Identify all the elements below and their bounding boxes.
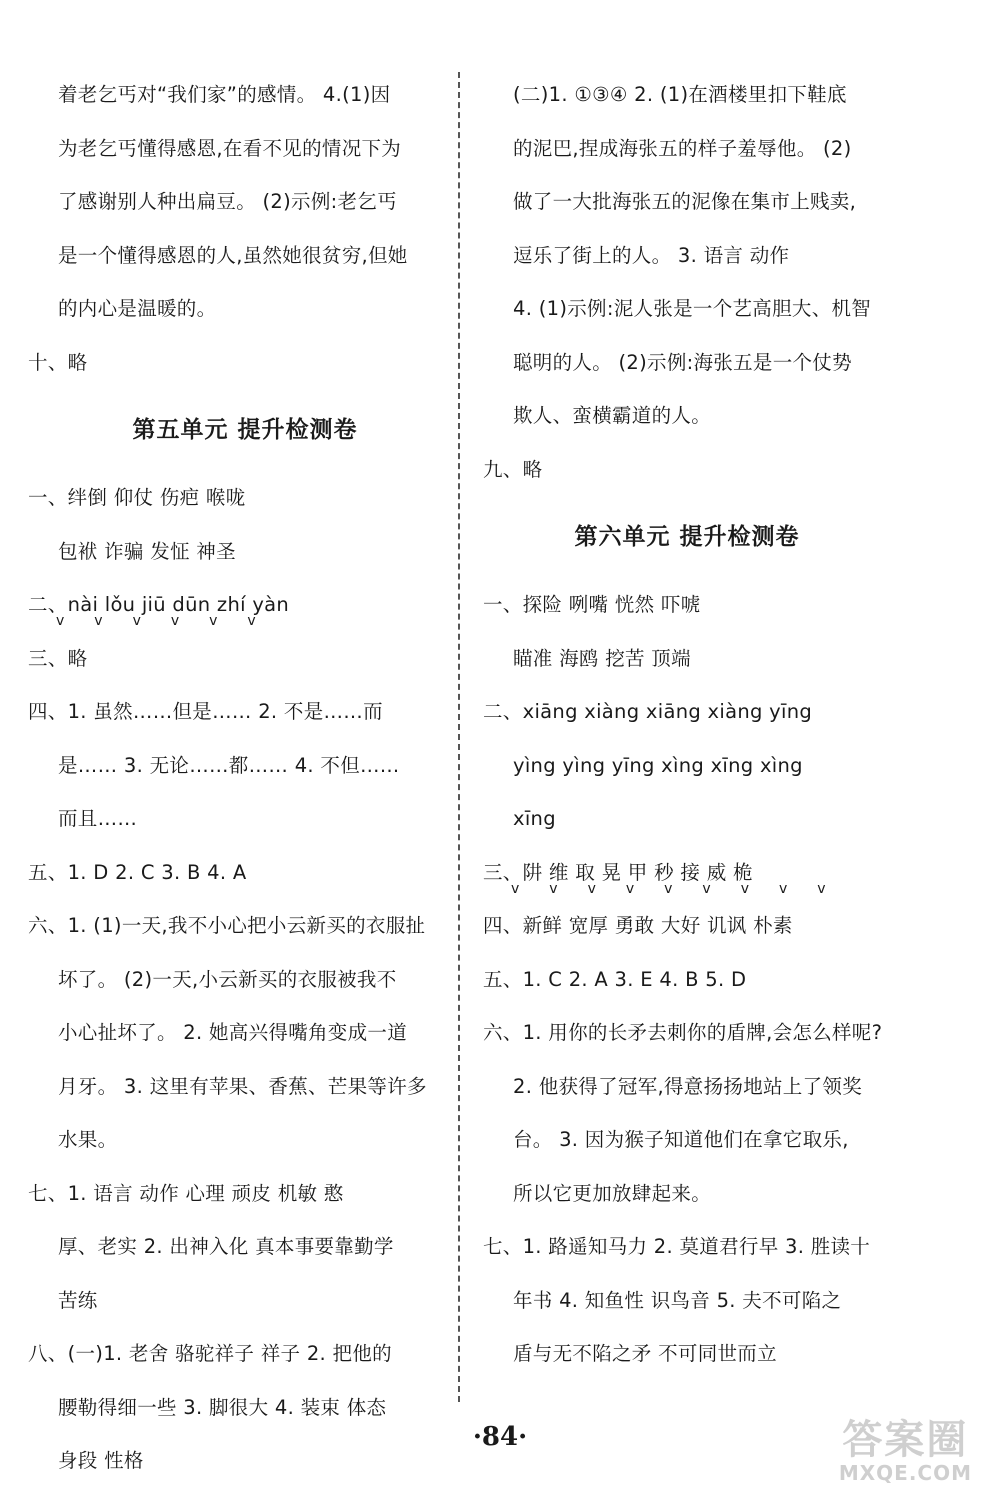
tone-marks: vvvvvvvvv xyxy=(511,880,856,897)
answer-line xyxy=(483,1060,891,1114)
line-text: 而且…… xyxy=(58,807,138,830)
answer-line xyxy=(483,792,891,846)
right-column xyxy=(483,68,891,1381)
answer-line xyxy=(483,1327,891,1381)
answer-line xyxy=(28,1006,436,1060)
answer-line xyxy=(28,1167,436,1221)
line-text: 的内心是温暖的。 xyxy=(58,297,217,320)
line-text: 了感谢别人种出扁豆。 (2)示例:老乞丐 xyxy=(58,190,397,213)
answer-line xyxy=(28,1327,436,1381)
answer-line xyxy=(28,953,436,1007)
heading-text: 第六单元 提升检测卷 xyxy=(574,524,800,550)
line-text: 是…… 3. 无论……都…… 4. 不但…… xyxy=(58,753,400,777)
answer-line xyxy=(28,1220,436,1274)
line-text: 九、略 xyxy=(483,457,543,481)
answer-line xyxy=(28,846,436,900)
line-text: 的泥巴,捏成海张五的样子羞辱他。 (2) xyxy=(513,136,852,160)
tone-marks: vvvvvv xyxy=(56,613,286,629)
answer-line xyxy=(28,899,436,953)
line-text: 四、新鲜 宽厚 勇敢 大好 讥讽 朴素 xyxy=(483,914,793,937)
line-text: 五、1. C 2. A 3. E 4. B 5. D xyxy=(483,967,747,991)
line-text: 瞄准 海鸥 挖苦 顶端 xyxy=(513,646,691,670)
section-heading xyxy=(483,496,891,578)
line-text: 坏了。 (2)一天,小云新买的衣服被我不 xyxy=(58,967,397,991)
answer-line xyxy=(28,578,436,632)
line-text: 年书 4. 知鱼性 识鸟音 5. 夫不可陷之 xyxy=(513,1288,842,1312)
watermark-url: MXQE.COM xyxy=(838,1461,972,1485)
line-text: 八、(一)1. 老舍 骆驼祥子 祥子 2. 把他的 xyxy=(28,1342,392,1365)
answer-line xyxy=(483,1220,891,1274)
line-text: 着老乞丐对“我们家”的感情。 4.(1)因 xyxy=(58,83,391,106)
line-text: 七、1. 路遥知马力 2. 莫道君行早 3. 胜读十 xyxy=(483,1235,871,1258)
line-text: 七、1. 语言 动作 心理 顽皮 机敏 憨 xyxy=(28,1181,344,1205)
line-text: 三、阱 维 取 晃 甲 秒 接 威 桅 xyxy=(483,860,753,884)
answer-line xyxy=(28,1060,436,1114)
answer-line xyxy=(28,739,436,793)
answer-line xyxy=(483,1113,891,1167)
answer-line xyxy=(483,282,891,336)
column-divider xyxy=(458,72,460,1402)
answer-line xyxy=(483,1006,891,1060)
line-text: 二、nài lǒu jiū dūn zhí yàn xyxy=(28,593,290,616)
answer-line xyxy=(483,632,891,686)
line-text: 欺人、蛮横霸道的人。 xyxy=(513,404,712,427)
line-text: 台。 3. 因为猴子知道他们在拿它取乐, xyxy=(513,1128,849,1151)
watermark-logo xyxy=(839,1418,972,1484)
answer-line xyxy=(483,953,891,1007)
line-text: xīng xyxy=(513,807,556,830)
answer-line xyxy=(28,471,436,525)
answer-line xyxy=(483,229,891,283)
answer-line xyxy=(28,632,436,686)
watermark-mark: 答案圈 xyxy=(842,1417,969,1463)
line-text: 4. (1)示例:泥人张是一个艺高胆大、机智 xyxy=(513,297,872,320)
section-heading xyxy=(28,389,436,471)
line-text: 六、1. 用你的长矛去刺你的盾牌,会怎么样呢? xyxy=(483,1021,883,1044)
answer-line xyxy=(28,685,436,739)
line-text: 身段 性格 xyxy=(58,1449,144,1472)
line-text: 一、绊倒 仰仗 伤疤 喉咙 xyxy=(28,486,246,509)
left-column xyxy=(28,68,436,1488)
line-text: 2. 他获得了冠军,得意扬扬地站上了领奖 xyxy=(513,1074,863,1098)
line-text: 月牙。 3. 这里有苹果、香蕉、芒果等许多 xyxy=(58,1074,427,1098)
line-text: 三、略 xyxy=(28,646,88,670)
line-text: 十、略 xyxy=(28,350,88,374)
answer-line xyxy=(483,899,891,953)
answer-line xyxy=(28,229,436,283)
answer-line xyxy=(28,792,436,846)
line-text: 腰勒得细一些 3. 脚很大 4. 装束 体态 xyxy=(58,1395,387,1419)
answer-line xyxy=(28,282,436,336)
line-text: 五、1. D 2. C 3. B 4. A xyxy=(28,860,247,884)
answer-line xyxy=(28,1274,436,1328)
answer-line xyxy=(28,175,436,229)
answer-line xyxy=(483,389,891,443)
line-text: 聪明的人。 (2)示例:海张五是一个仗势 xyxy=(513,350,852,374)
answer-line xyxy=(28,1113,436,1167)
answer-line xyxy=(28,122,436,176)
line-text: 二、xiāng xiàng xiāng xiàng yīng xyxy=(483,700,813,723)
answer-line xyxy=(483,846,891,900)
answer-line xyxy=(483,122,891,176)
line-text: 一、探险 咧嘴 恍然 吓唬 xyxy=(483,593,701,616)
line-text: 是一个懂得感恩的人,虽然她很贫穷,但她 xyxy=(58,243,408,267)
line-text: (二)1. ①③④ 2. (1)在酒楼里扣下鞋底 xyxy=(513,83,847,106)
answer-line xyxy=(483,578,891,632)
answer-line xyxy=(28,525,436,579)
answer-line xyxy=(28,68,436,122)
answer-line xyxy=(483,68,891,122)
line-text: 为老乞丐懂得感恩,在看不见的情况下为 xyxy=(58,136,402,160)
line-text: 苦练 xyxy=(58,1288,98,1312)
heading-text: 第五单元 提升检测卷 xyxy=(132,417,358,443)
answer-line xyxy=(483,1274,891,1328)
line-text: 所以它更加放肆起来。 xyxy=(513,1181,712,1205)
answer-line xyxy=(483,739,891,793)
line-text: 做了一大批海张五的泥像在集市上贱卖, xyxy=(513,190,857,213)
line-text: 小心扯坏了。 2. 她高兴得嘴角变成一道 xyxy=(58,1021,408,1044)
page-number: ·84· xyxy=(472,1422,528,1452)
line-text: yìng yìng yīng xìng xīng xìng xyxy=(513,753,803,777)
line-text: 逗乐了街上的人。 3. 语言 动作 xyxy=(513,243,790,267)
line-text: 四、1. 虽然……但是…… 2. 不是……而 xyxy=(28,700,383,723)
answer-line xyxy=(483,443,891,497)
answer-line xyxy=(483,685,891,739)
answer-line xyxy=(483,336,891,390)
line-text: 盾与无不陷之矛 不可同世而立 xyxy=(513,1342,777,1365)
line-text: 六、1. (1)一天,我不小心把小云新买的衣服扯 xyxy=(28,914,426,937)
line-text: 厚、老实 2. 出神入化 真本事要靠勤学 xyxy=(58,1235,394,1258)
line-text: 包袱 诈骗 发怔 神圣 xyxy=(58,539,236,563)
answer-line xyxy=(28,336,436,390)
answer-line xyxy=(483,175,891,229)
line-text: 水果。 xyxy=(58,1128,118,1151)
answer-line xyxy=(483,1167,891,1221)
